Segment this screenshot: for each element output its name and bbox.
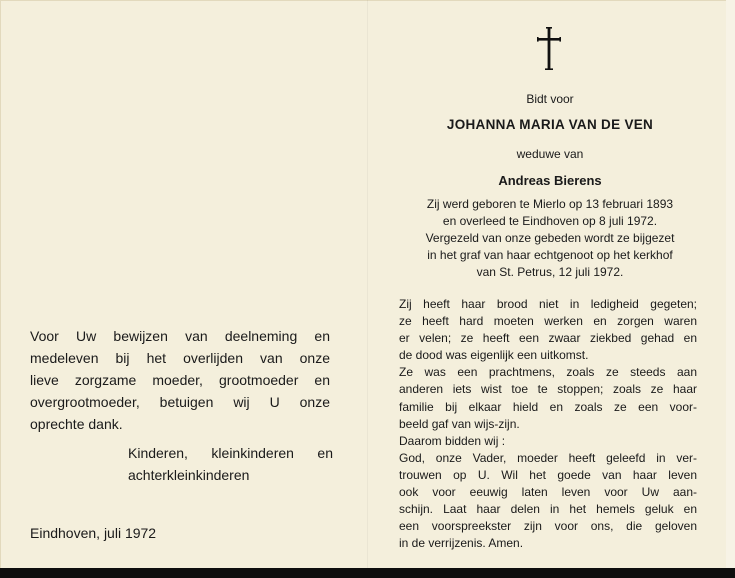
details-line: Vergezeld van onze gebeden wordt ze bijgezet [425, 231, 675, 245]
body-line: trouwen op U. Wil het goede van haar leven [399, 467, 697, 482]
thanks-line: overgrootmoeder, betuigen wij U onze [30, 394, 330, 410]
birth-death-details [375, 196, 725, 281]
signers-line: achterkleinkinderen [128, 467, 250, 483]
husband-name: Andreas Bierens [498, 173, 602, 188]
body-line: Zij heeft haar brood niet in ledigheid gegeten; [399, 297, 697, 311]
signers-block [128, 442, 333, 486]
body-line: Ze was een prachtmens, zoals ze steeds aan [399, 365, 697, 380]
deceased-name: JOHANNA MARIA VAN DE VEN [446, 117, 654, 132]
body-line: anderen iets wist toe te stoppen; zoals ze haar [399, 382, 697, 397]
thanks-line: Voor Uw bewijzen van deelneming en [30, 328, 330, 344]
thanks-line: oprechte dank. [30, 416, 123, 432]
body-line: Daarom bidden wij : [399, 433, 506, 448]
details-line: in het graf van haar echtgenoot op het kerkhof [427, 248, 673, 262]
latin-cross-icon [536, 27, 562, 71]
body-line: schijn. Laat haar delen in het hemels geluk en [399, 502, 697, 517]
card-fold [367, 0, 368, 578]
body-line: er velen; ze heeft een zwaar ziekbed gehad en [399, 331, 697, 346]
thanks-block [30, 325, 330, 435]
body-line: in de verrijzenis. Amen. [399, 536, 524, 551]
memorial-text [399, 296, 697, 552]
details-line: en overleed te Eindhoven op 8 juli 1972. [442, 214, 658, 228]
place-date: Eindhoven, juli 1972 [30, 525, 157, 541]
body-line: ook voor eeuwig laten leven voor Uw aan- [399, 485, 697, 500]
body-line: ze heeft hard moeten werken en zorgen waren [399, 314, 697, 329]
card-bottom-edge [0, 568, 735, 578]
thanks-line: medeleven bij het overlijden van onze [30, 350, 330, 366]
card-right-edge [726, 0, 735, 578]
details-line: Zij werd geboren te Mierlo op 13 februari 1893 [426, 197, 674, 211]
body-line: een voorspreekster zijn voor ons, die geloven [399, 519, 697, 534]
body-line: beeld gaf van wijs-zijn. [399, 416, 520, 431]
weduwe-van-text: weduwe van [516, 147, 584, 161]
signers-line: Kinderen, kleinkinderen en [128, 445, 333, 461]
body-line: God, onze Vader, moeder heeft geleefd in ver- [399, 450, 697, 465]
body-line: familie bij elkaar hield en zoals ze een voor- [399, 399, 697, 414]
thanks-line: lieve zorgzame moeder, grootmoeder en [30, 372, 330, 388]
bidt-voor-text: Bidt voor [526, 92, 574, 106]
body-line: de dood was eigenlijk een uitkomst. [399, 348, 589, 363]
details-line: van St. Petrus, 12 juli 1972. [476, 265, 624, 279]
